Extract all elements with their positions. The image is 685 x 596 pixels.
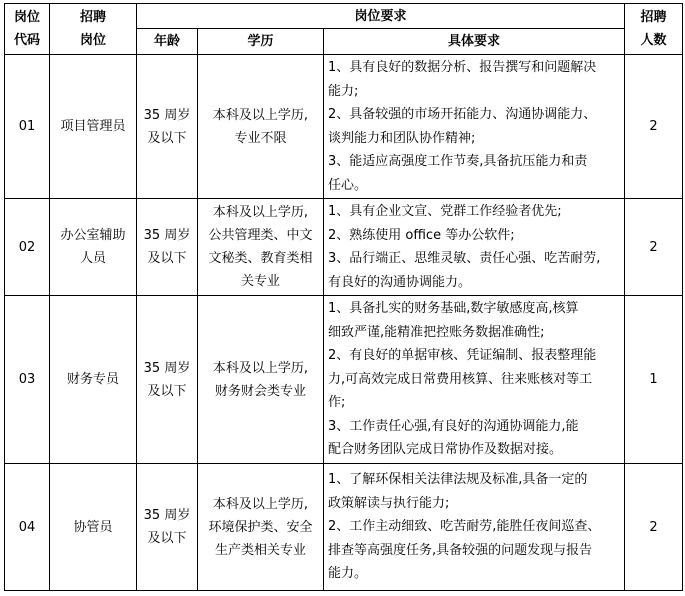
cell-line: 配合财务团队完成日常协作及数据对接。	[328, 442, 563, 458]
table-row	[5, 464, 683, 591]
cell-line: 及以下	[147, 531, 187, 546]
cell-position	[50, 464, 137, 591]
cell-requirements	[324, 199, 625, 296]
cell-code: 02	[5, 199, 50, 296]
cell-line: 谈判能力和团队协作精神;	[328, 130, 476, 146]
cell-line: 力,可高效完成日常费用核算、往来账核对等工	[328, 371, 593, 387]
cell-line: 能力;	[328, 83, 359, 99]
cell-line: 及以下	[147, 383, 187, 399]
cell-education	[198, 199, 324, 296]
cell-requirements	[324, 55, 625, 199]
cell-line: 1、了解环保相关法律法规及标准,具备一定的	[328, 472, 588, 488]
cell-line: 2、有良好的单据审核、凭证编制、报表整理能	[328, 348, 597, 364]
cell-line: 1、具有企业文宣、党群工作经验者优先;	[328, 204, 562, 219]
header-position-code: 岗位 代码	[5, 4, 50, 55]
cell-line: 本科及以上学历,	[212, 205, 309, 220]
cell-line: 政策解读与执行能力;	[328, 495, 450, 511]
cell-education	[198, 296, 324, 464]
cell-line: 35 周岁	[143, 360, 191, 376]
cell-position	[50, 296, 137, 464]
cell-count: 2	[625, 55, 683, 199]
cell-education	[198, 55, 324, 199]
cell-line: 3、能适应高强度工作节奏,具备抗压能力和责	[328, 154, 588, 169]
cell-code: 03	[5, 296, 50, 464]
header-education: 学历	[198, 29, 324, 55]
cell-line: 作;	[328, 395, 346, 411]
cell-education	[198, 464, 324, 591]
cell-line: 排查等高强度任务,具备较强的问题发现与报告	[328, 542, 593, 558]
cell-count: 1	[625, 296, 683, 464]
cell-line: 1、具有良好的数据分析、报告撰写和问题解决	[328, 60, 597, 75]
cell-line: 任心。	[328, 177, 368, 193]
cell-line: 及以下	[147, 130, 187, 146]
cell-age	[137, 199, 198, 296]
cell-line: 项目管理员	[60, 119, 126, 134]
cell-line: 公共管理类、中文	[208, 228, 313, 243]
cell-line: 本科及以上学历,	[212, 360, 309, 376]
cell-line: 专业不限	[234, 130, 287, 146]
cell-line: 3、工作责任心强,有良好的沟通协调能力,能	[328, 418, 579, 434]
cell-line: 2、具备较强的市场开拓能力、沟通协调能力、	[328, 107, 597, 122]
cell-line: 人员	[79, 251, 106, 266]
cell-position	[50, 55, 137, 199]
cell-count: 2	[625, 464, 683, 591]
cell-line: 3、品行端正、思维灵敏、责任心强、吃苦耐劳,	[328, 251, 601, 266]
cell-requirements	[324, 296, 625, 464]
cell-age	[137, 296, 198, 464]
cell-line: 本科及以上学历,	[212, 107, 309, 123]
cell-line: 1、具备扎实的财务基础,数字敏感度高,核算	[328, 301, 579, 317]
cell-line: 2、熟练使用 office 等办公软件;	[328, 227, 515, 243]
cell-line: 35 周岁	[143, 228, 191, 243]
cell-line: 生产类相关专业	[214, 542, 306, 558]
cell-age	[137, 55, 198, 199]
cell-count: 2	[625, 199, 683, 296]
recruitment-table	[4, 3, 683, 591]
cell-line: 财务专员	[66, 372, 119, 387]
cell-line: 环境保护类、安全	[208, 519, 313, 535]
cell-line: 35 周岁	[143, 508, 191, 523]
cell-line: 文秘类、教育类相	[208, 251, 313, 266]
cell-line: 财务财会类专业	[214, 383, 306, 399]
cell-line: 关专业	[240, 274, 280, 289]
header-specific: 具体要求	[324, 29, 625, 55]
cell-requirements	[324, 464, 625, 591]
cell-code: 04	[5, 464, 50, 591]
table-row	[5, 55, 683, 199]
cell-line: 有良好的沟通协调能力。	[328, 274, 472, 290]
header-count: 招聘 人数	[625, 4, 683, 55]
cell-line: 本科及以上学历,	[212, 496, 309, 512]
cell-line: 细致严谨,能精准把控账务数据准确性;	[328, 324, 545, 340]
cell-line: 办公室辅助	[60, 228, 126, 243]
table-row	[5, 296, 683, 464]
header-requirements: 岗位要求	[137, 4, 625, 29]
header-position-name: 招聘 岗位	[50, 4, 137, 55]
cell-line: 协管员	[73, 519, 113, 535]
cell-age	[137, 464, 198, 591]
cell-position	[50, 199, 137, 296]
cell-code: 01	[5, 55, 50, 199]
table-row	[5, 199, 683, 296]
header-age: 年龄	[137, 29, 198, 55]
cell-line: 2、工作主动细致、吃苦耐劳,能胜任夜间巡查、	[328, 519, 601, 535]
cell-line: 能力。	[328, 566, 368, 582]
cell-line: 及以下	[147, 251, 187, 266]
cell-line: 35 周岁	[143, 107, 191, 123]
